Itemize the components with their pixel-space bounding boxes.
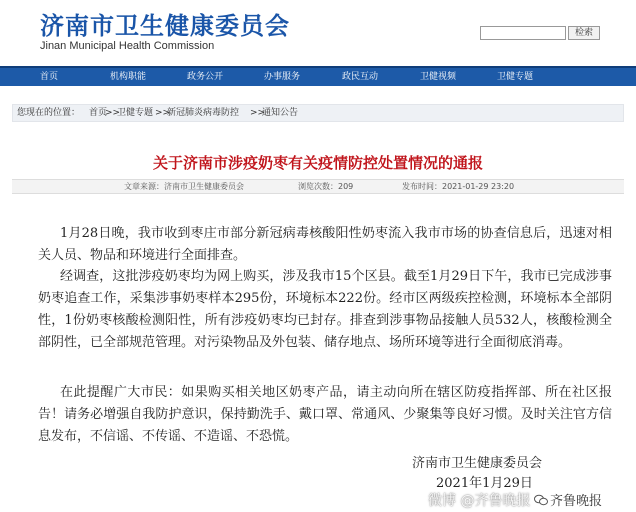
nav-item-home[interactable]: 首页 [40,72,59,82]
article-views: 浏览次数：209 [298,182,354,191]
site-header [0,0,636,66]
qilu-watermark-text: 齐鲁晚报 [550,494,603,509]
article-paragraph: 在此提醒广大市民：如果购买相关地区奶枣产品，请主动向所在辖区防疫指挥部、所在社区报告！请务必增强自我防护意识，保持勤洗手、戴口罩、常通风、少聚集等良好习惯。及时关注官方信息发布，不信谣、不传谣、不造谣、不恐慌。 [38,385,612,444]
qilu-watermark [534,490,602,509]
breadcrumb-item-notices[interactable]: 通知公告 [262,108,299,118]
breadcrumb-prefix: 您现在的位置： [17,108,81,118]
article-meta [12,179,624,194]
breadcrumb-item-topics[interactable]: 卫健专题 [117,108,154,118]
article-paragraph: 经调查，这批涉疫奶枣均为网上购买，涉及我市15个区县。截至1月29日下午，我市已完成涉事奶枣追查工作，采集涉事奶枣样本295份，环境标本222份。经市区两级疾控检测，环境标本全部阴性，1份奶枣核酸检测阳性，所有涉疫奶枣均已封存。排查到涉事物品接触人员532人，核酸检测全部阴性，已全部规范管理。对污染物品及外包装、储存地点、场所环境等进行全面彻底消毒。 [38,269,612,350]
nav-item-functions[interactable]: 机构职能 [110,72,147,82]
breadcrumb-item-covid[interactable]: 新冠肺炎病毒防控 [167,108,240,118]
breadcrumb-separator: >> [250,108,266,118]
breadcrumb-separator: >> [155,108,171,118]
article-title: 关于济南市涉疫奶枣有关疫情防控处置情况的通报 [152,154,483,172]
article-published-time: 发布时间：2021-01-29 23:20 [402,182,515,191]
signature-organization: 济南市卫生健康委员会 [412,456,543,471]
breadcrumb [12,104,624,122]
weibo-watermark: 微博 @齐鲁晚报 [428,493,531,509]
nav-item-topics[interactable]: 卫健专题 [497,72,534,82]
search-button[interactable]: 检索 [568,26,600,40]
wechat-icon [534,494,548,506]
article-source: 文章来源：济南市卫生健康委员会 [124,182,244,191]
search-input[interactable] [480,26,566,40]
breadcrumb-separator: >> [105,108,121,118]
main-nav [0,66,636,86]
article-paragraph: 1月28日晚，我市收到枣庄市部分新冠病毒核酸阳性奶枣流入我市市场的协查信息后，迅速对相关人员、物品和环境进行全面排查。 [38,226,612,263]
signature-date: 2021年1月29日 [436,476,533,491]
nav-item-video[interactable]: 卫健视频 [420,72,457,82]
site-logo-title[interactable]: 济南市卫生健康委员会 [40,11,290,40]
nav-item-services[interactable]: 办事服务 [264,72,301,82]
nav-item-interaction[interactable]: 政民互动 [342,72,379,82]
breadcrumb-item-home[interactable]: 首页 [89,108,108,118]
nav-item-gov-open[interactable]: 政务公开 [187,72,224,82]
site-logo-subtitle: Jinan Municipal Health Commission [40,40,215,52]
